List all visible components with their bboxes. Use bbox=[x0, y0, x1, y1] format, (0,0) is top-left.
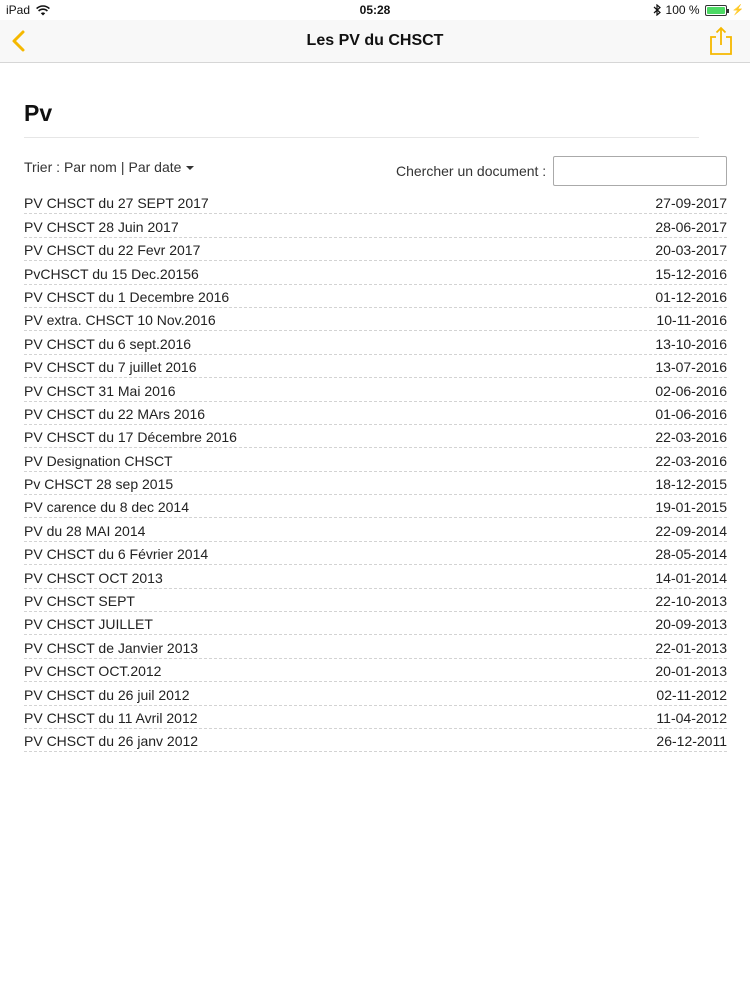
document-name-link[interactable]: PV CHSCT du 22 Fevr 2017 bbox=[24, 242, 201, 259]
document-date: 22-10-2013 bbox=[655, 593, 727, 610]
document-name-link[interactable]: PV Designation CHSCT bbox=[24, 452, 173, 469]
title-divider bbox=[24, 137, 699, 138]
document-date: 14-01-2014 bbox=[655, 569, 727, 586]
document-row[interactable] bbox=[24, 706, 727, 729]
document-row[interactable] bbox=[24, 238, 727, 261]
document-date: 02-06-2016 bbox=[655, 382, 727, 399]
sort-label: Trier : bbox=[24, 159, 61, 175]
battery-percent: 100 % bbox=[665, 3, 700, 17]
document-name-link[interactable]: PV extra. CHSCT 10 Nov.2016 bbox=[24, 312, 216, 329]
nav-title: Les PV du CHSCT bbox=[306, 32, 444, 49]
document-date: 01-06-2016 bbox=[655, 405, 727, 422]
document-date: 20-03-2017 bbox=[655, 242, 727, 259]
document-name-link[interactable]: PvCHSCT du 15 Dec.20156 bbox=[24, 265, 199, 282]
document-name-link[interactable]: Pv CHSCT 28 sep 2015 bbox=[24, 476, 174, 493]
document-row[interactable] bbox=[24, 635, 727, 658]
document-row[interactable] bbox=[24, 402, 727, 425]
document-row[interactable] bbox=[24, 378, 727, 401]
document-name-link[interactable]: PV CHSCT du 11 Avril 2012 bbox=[24, 709, 198, 726]
charging-icon: ⚡ bbox=[731, 4, 744, 16]
status-time: 05:28 bbox=[359, 3, 391, 17]
document-row[interactable] bbox=[24, 565, 727, 588]
sort-separator: | bbox=[120, 159, 125, 175]
document-name-link[interactable]: PV CHSCT du 26 janv 2012 bbox=[24, 733, 199, 750]
document-name-link[interactable]: PV CHSCT OCT 2013 bbox=[24, 569, 163, 586]
battery-icon bbox=[705, 5, 727, 16]
document-date: 22-03-2016 bbox=[655, 429, 727, 446]
document-date: 19-01-2015 bbox=[655, 499, 727, 516]
document-name-link[interactable]: PV CHSCT du 17 Décembre 2016 bbox=[24, 429, 237, 446]
document-name-link[interactable]: PV CHSCT de Janvier 2013 bbox=[24, 639, 199, 656]
document-row[interactable] bbox=[24, 495, 727, 518]
document-row[interactable] bbox=[24, 518, 727, 541]
share-icon bbox=[708, 26, 734, 56]
document-row[interactable] bbox=[24, 682, 727, 705]
document-date: 20-01-2013 bbox=[655, 663, 727, 680]
document-row[interactable] bbox=[24, 425, 727, 448]
document-name-link[interactable]: PV CHSCT du 6 Février 2014 bbox=[24, 546, 209, 563]
document-row[interactable] bbox=[24, 472, 727, 495]
document-row[interactable] bbox=[24, 355, 727, 378]
document-name-link[interactable]: PV CHSCT du 27 SEPT 2017 bbox=[24, 195, 209, 212]
document-name-link[interactable]: PV CHSCT du 22 MArs 2016 bbox=[24, 405, 206, 422]
bluetooth-icon bbox=[653, 4, 661, 16]
document-name-link[interactable]: PV CHSCT SEPT bbox=[24, 593, 135, 610]
document-row[interactable] bbox=[24, 448, 727, 471]
document-date: 26-12-2011 bbox=[656, 733, 727, 750]
document-date: 10-11-2016 bbox=[656, 312, 727, 329]
status-bar bbox=[0, 0, 750, 20]
document-row[interactable] bbox=[24, 261, 727, 284]
document-date: 28-06-2017 bbox=[655, 218, 727, 235]
document-name-link[interactable]: PV CHSCT du 1 Decembre 2016 bbox=[24, 288, 230, 305]
document-date: 22-09-2014 bbox=[655, 522, 727, 539]
sort-by-name-link[interactable]: Par nom bbox=[63, 159, 117, 175]
document-name-link[interactable]: PV du 28 MAI 2014 bbox=[24, 522, 146, 539]
device-name: iPad bbox=[6, 3, 31, 17]
document-name-link[interactable]: PV CHSCT du 7 juillet 2016 bbox=[24, 359, 197, 376]
document-name-link[interactable]: PV CHSCT du 6 sept.2016 bbox=[24, 335, 192, 352]
document-row[interactable] bbox=[24, 542, 727, 565]
document-name-link[interactable]: PV CHSCT 31 Mai 2016 bbox=[24, 382, 176, 399]
document-name-link[interactable]: PV carence du 8 dec 2014 bbox=[24, 499, 190, 516]
document-row[interactable] bbox=[24, 729, 727, 752]
document-list bbox=[24, 191, 727, 752]
document-date: 28-05-2014 bbox=[655, 546, 727, 563]
caret-down-icon[interactable] bbox=[186, 166, 194, 170]
document-row[interactable] bbox=[24, 214, 727, 237]
search-label: Chercher un document : bbox=[396, 163, 547, 179]
document-date: 02-11-2012 bbox=[656, 686, 727, 703]
search-input[interactable] bbox=[553, 156, 727, 186]
sort-controls bbox=[24, 159, 194, 175]
document-row[interactable] bbox=[24, 308, 727, 331]
document-date: 11-04-2012 bbox=[656, 709, 727, 726]
document-date: 18-12-2015 bbox=[655, 476, 727, 493]
share-button[interactable] bbox=[708, 26, 734, 56]
document-date: 22-01-2013 bbox=[655, 639, 727, 656]
document-name-link[interactable]: PV CHSCT JUILLET bbox=[24, 616, 153, 633]
document-row[interactable] bbox=[24, 589, 727, 612]
document-name-link[interactable]: PV CHSCT 28 Juin 2017 bbox=[24, 218, 179, 235]
document-row[interactable] bbox=[24, 191, 727, 214]
sort-by-date-link[interactable]: Par date bbox=[128, 159, 182, 175]
document-date: 20-09-2013 bbox=[655, 616, 727, 633]
document-date: 22-03-2016 bbox=[655, 452, 727, 469]
document-date: 13-10-2016 bbox=[655, 335, 727, 352]
document-date: 13-07-2016 bbox=[655, 359, 727, 376]
document-row[interactable] bbox=[24, 612, 727, 635]
document-name-link[interactable]: PV CHSCT du 26 juil 2012 bbox=[24, 686, 190, 703]
document-date: 01-12-2016 bbox=[655, 288, 727, 305]
status-right bbox=[653, 3, 744, 17]
document-name-link[interactable]: PV CHSCT OCT.2012 bbox=[24, 663, 162, 680]
nav-bar bbox=[0, 20, 750, 63]
document-row[interactable] bbox=[24, 659, 727, 682]
document-row[interactable] bbox=[24, 331, 727, 354]
document-date: 15-12-2016 bbox=[655, 265, 727, 282]
document-date: 27-09-2017 bbox=[655, 195, 727, 212]
document-row[interactable] bbox=[24, 285, 727, 308]
page-title: Pv bbox=[24, 100, 53, 126]
